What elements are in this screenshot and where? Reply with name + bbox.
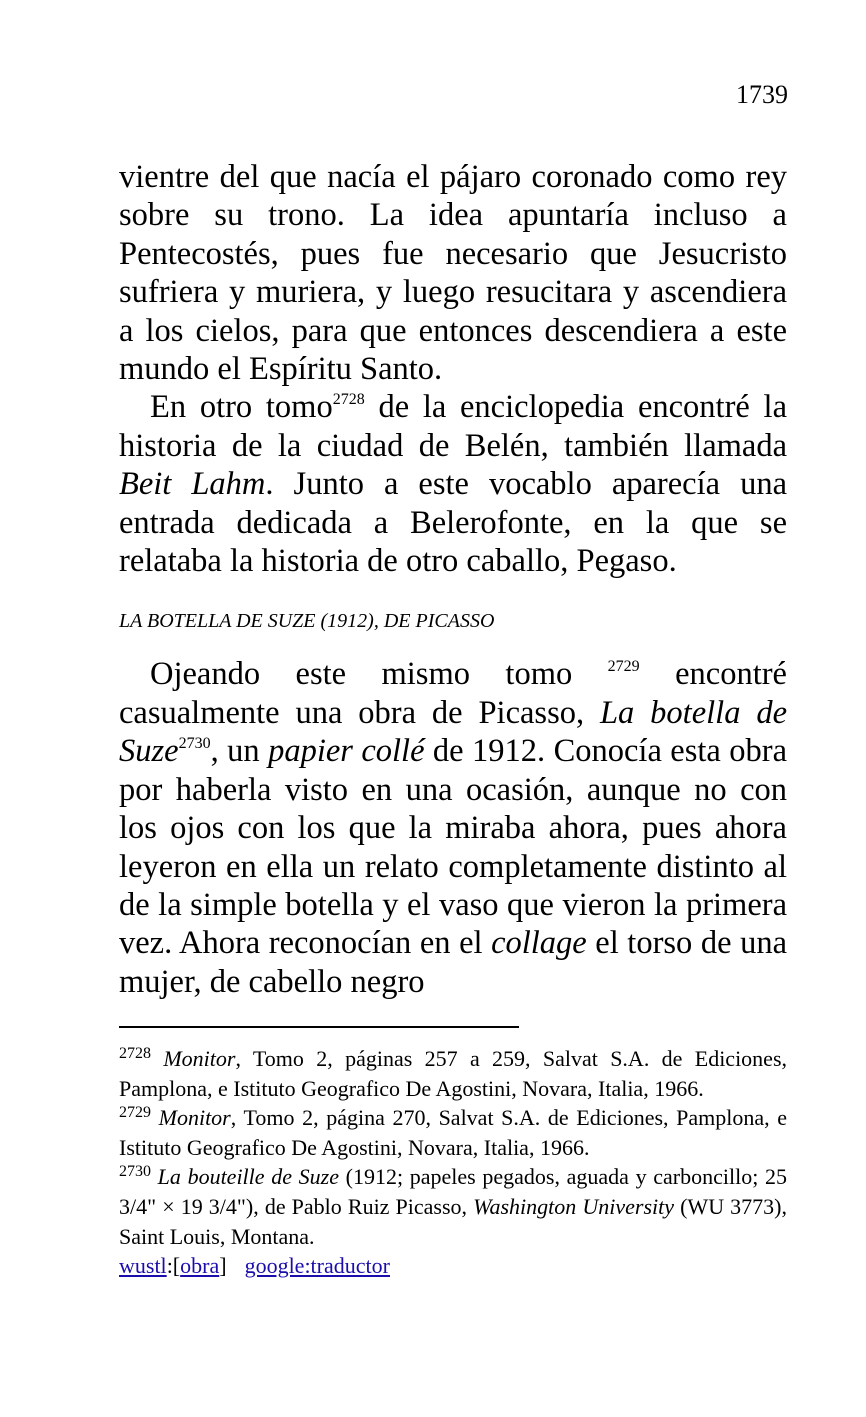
paragraph-2-text-a: En otro tomo: [150, 389, 333, 426]
footnote-italic-2: Washington University: [473, 1193, 674, 1219]
paragraph-2-text-c: . Junto a este vocablo aparecía una entrada dedicada a Belerofonte, en la que se relataba la historia de otro caballo, Pegaso.: [119, 466, 787, 580]
paragraph-1: vientre del que nacía el pájaro coronado como rey sobre su trono. La idea apuntaría incluso a Pentecostés, pues fue necesario que Jesucristo sufriera y muriera, y luego resucitara y ascendiera a los cielos, para que entonces descendiera a este mundo el Espíritu Santo.: [119, 159, 787, 388]
google-translator-link[interactable]: google:traductor: [244, 1253, 390, 1279]
paragraph-2-text-b: de la enciclopedia encontré la historia de la ciudad de Belén, también llamada: [119, 389, 787, 464]
footnote-2730: [119, 1162, 787, 1251]
footnote-text: , Tomo 2, página 270, Salvat S.A. de Ediciones, Pamplona, e Istituto Geografico De Agostini, Novara, Italia, 1966.: [119, 1105, 788, 1160]
paragraph-3-italic-1: La botella de Suze: [119, 694, 788, 770]
footnote-ref-2730: 2730: [178, 735, 211, 753]
footnote-ref-2728: 2728: [332, 391, 365, 409]
footnote-italic: Monitor: [163, 1046, 236, 1071]
link-bracket-open: :[: [166, 1253, 181, 1279]
paragraph-2: [119, 388, 787, 580]
wustl-link[interactable]: wustl: [119, 1253, 167, 1279]
section-heading: LA BOTELLA DE SUZE (1912), DE PICASSO: [119, 610, 495, 633]
paragraph-3-text-a: Ojeando este mismo tomo: [150, 656, 608, 693]
paragraph-3-text-b: encontré casualmente una obra de Picasso,: [119, 656, 787, 731]
footnotes: [119, 1044, 787, 1281]
footnote-number: 2728: [119, 1045, 151, 1062]
paragraph-3-italic-3: collage: [491, 925, 587, 962]
footnote-2728: [119, 1044, 787, 1103]
footnote-ref-2729: 2729: [607, 658, 640, 676]
footnote-text-2: (WU 3773), Saint Louis, Montana.: [119, 1193, 788, 1249]
footnote-number: 2730: [119, 1163, 151, 1181]
footnote-2729: [119, 1103, 787, 1162]
obra-link[interactable]: obra: [180, 1253, 220, 1279]
main-text: [119, 158, 787, 1001]
footnote-text: , Tomo 2, páginas 257 a 259, Salvat S.A. de Ediciones, Pamplona, e Istituto Geografico De Agostini, Novara, Italia, 1966.: [119, 1046, 788, 1101]
paragraph-3-text-d: de 1912. Conocía esta obra por haberla visto en una ocasión, aunque no con los ojos con los que la miraba ahora, pues ahora leyeron en ella un relato completamente distinto al de la simple botella y el vaso que vieron la primera vez. Ahora reconocían en el: [119, 733, 788, 962]
paragraph-3-italic-2: papier collé: [268, 733, 425, 770]
footnote-separator: [119, 1026, 519, 1028]
link-bracket-close: ]: [219, 1253, 227, 1279]
footnote-text: (1912; papeles pegados, aguada y carboncillo; 25 3/4" × 19 3/4"), de Pablo Ruiz Picasso,: [119, 1164, 787, 1219]
page-number: 1739: [736, 80, 788, 109]
footnote-links: [119, 1251, 787, 1281]
footnote-italic: Monitor: [158, 1105, 231, 1131]
paragraph-3: [119, 655, 787, 1001]
paragraph-3-text-e: el torso de una mujer, de cabello negro: [119, 925, 787, 1000]
paragraph-2-italic: Beit Lahm: [119, 466, 266, 503]
footnote-number: 2729: [119, 1104, 151, 1122]
footnote-italic: La bouteille de Suze: [157, 1164, 339, 1190]
paragraph-3-text-c: , un: [210, 733, 269, 770]
